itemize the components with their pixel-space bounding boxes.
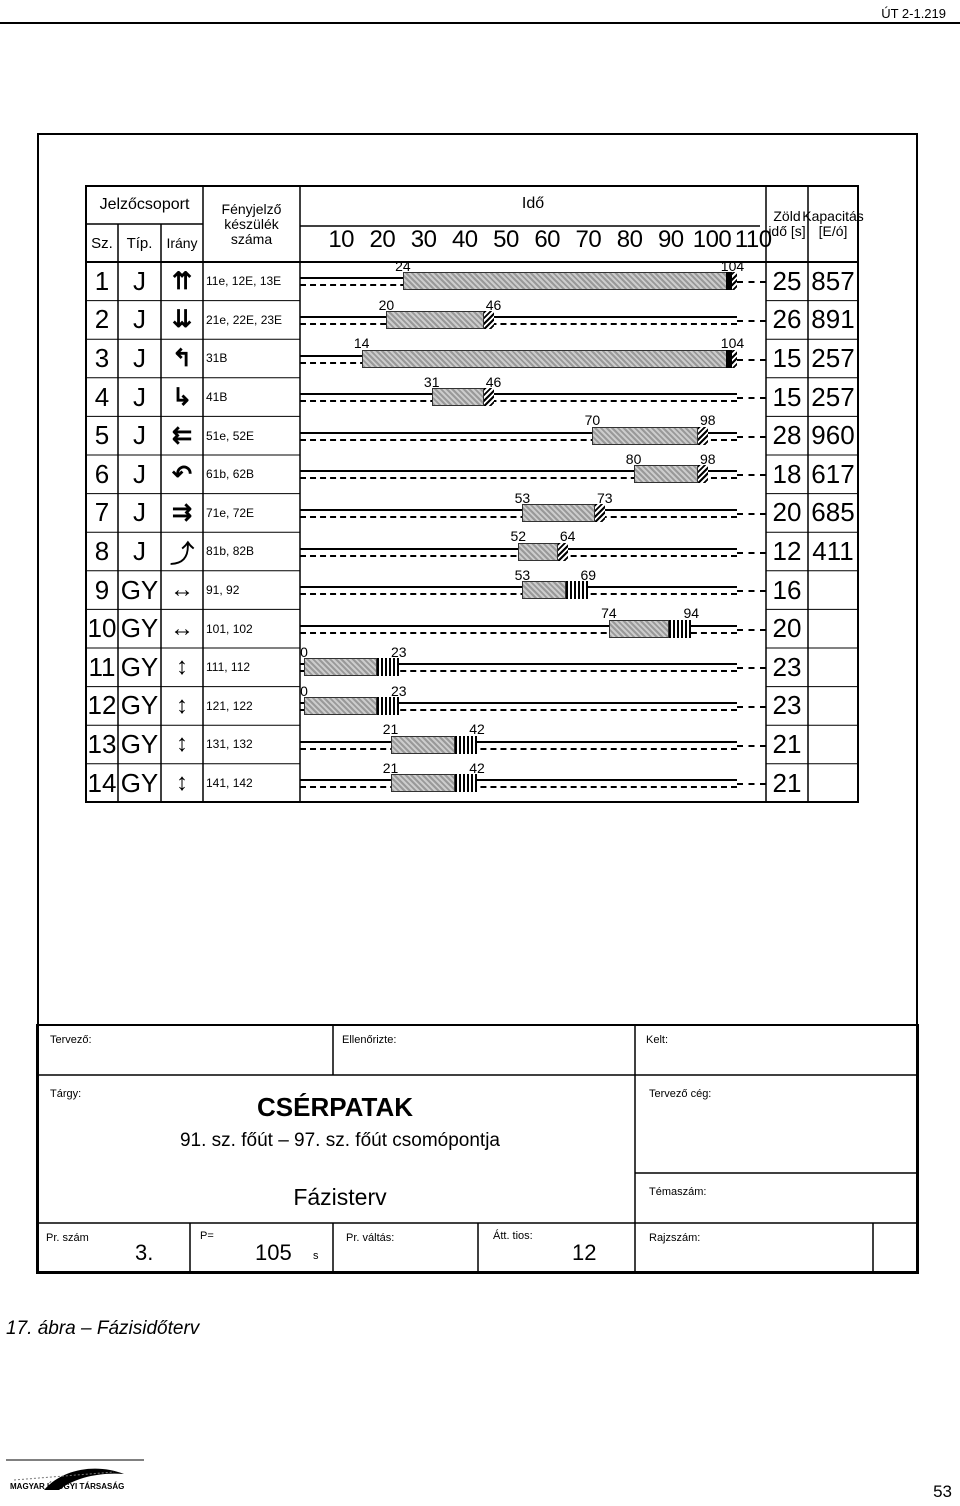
capacity-value: 960 [811,420,855,451]
topic-number-label: Témaszám: [649,1186,707,1198]
signal-group-type: GY [120,728,159,759]
signal-group-type: J [133,497,146,528]
col-irany-header: Irány [166,235,198,251]
capacity-header: Kapacitás [E/ó] [802,208,864,239]
time-tick-label: 20 [369,226,396,253]
time-value-label: 42 [469,759,485,776]
document-code: ÚT 2-1.219 [881,6,946,21]
signal-group-number: 7 [94,497,110,528]
time-tick-label: 50 [493,226,519,253]
checked-by-label: Ellenőrizte: [342,1034,397,1046]
time-value-label: 46 [485,296,502,313]
time-value-label: 73 [596,489,613,506]
society-logo [4,1452,154,1497]
green-time-value: 28 [772,420,802,451]
time-value-label: 70 [584,412,601,429]
vertical-pedestrian-arrow-icon: ↕ [176,730,188,758]
time-value-label: 42 [469,721,485,738]
signal-group-number: 3 [94,342,110,373]
signal-group-type: J [133,381,146,412]
subject-label: Tárgy: [50,1088,82,1100]
signal-group-type: GY [120,690,159,721]
green-time-value: 18 [772,458,802,489]
cycle-value: 105 [255,1240,292,1265]
left-turn-arrow-icon: ↰ [171,344,193,372]
lamp-numbers: 21e, 22E, 23E [206,312,283,327]
time-tick-label: 70 [575,226,602,253]
time-tick-label: 30 [410,226,437,253]
signal-group-number: 9 [94,574,110,605]
two-straight-up-arrows-icon: ⇈ [171,267,193,295]
signal-group-number: 8 [94,535,110,566]
page-number: 53 [933,1482,952,1501]
green-time-value: 15 [772,381,802,412]
time-value-label: 21 [382,721,399,738]
signal-group-type: J [133,420,146,451]
signal-group-type: J [133,304,146,335]
group-header: Jelzőcsoport [99,196,190,213]
signal-group-number: 1 [94,265,110,296]
time-value-label: 21 [382,759,399,776]
time-value-label: 23 [390,644,407,660]
right-arrows-icon: ⇉ [171,499,193,527]
lamp-numbers: 101, 102 [206,621,253,636]
program-change-label: Pr. váltás: [346,1232,395,1244]
time-value-label: 104 [720,258,745,274]
capacity-value: 411 [812,535,854,566]
time-tick-label: 10 [328,226,355,253]
time-value-label: 69 [580,566,597,583]
signal-group-number: 13 [87,728,117,759]
two-straight-down-arrows-icon: ⇊ [171,306,193,334]
cycle-unit: s [313,1250,319,1262]
designer-label: Tervező: [50,1034,92,1046]
signal-group-number: 10 [87,613,117,644]
time-tick-label: 80 [616,226,643,253]
green-time-header: Zöld idő [s] [768,208,806,239]
time-value-label: 46 [485,373,502,390]
project-subtitle: 91. sz. főút – 97. sz. főút csomópontja [179,1130,500,1151]
time-value-label: 14 [353,335,370,352]
time-header: Idő [521,195,545,212]
signal-group-type: GY [120,767,159,798]
horizontal-pedestrian-arrow-icon: ↔ [170,614,194,642]
signal-group-number: 5 [94,420,110,451]
capacity-value: 685 [811,497,855,528]
lamp-numbers: 31B [206,351,228,366]
capacity-value: 891 [811,304,855,335]
time-tick-label: 60 [534,226,561,253]
figure-caption: 17. ábra – Fázisidőterv [6,1318,200,1339]
time-value-label: 0 [300,682,308,699]
signal-group-number: 12 [87,690,117,721]
capacity-value: 857 [811,265,855,296]
time-tick-label: 90 [657,226,684,253]
signal-group-number: 2 [94,304,110,335]
signal-group-number: 4 [94,381,110,412]
lamp-numbers: 41B [206,390,228,405]
time-value-label: 64 [559,528,576,545]
cycle-label: P= [200,1230,214,1242]
time-value-label: 53 [514,566,531,583]
time-value-label: 104 [720,335,745,352]
transition-label: Átt. tios: [493,1230,533,1242]
plan-name: Fázisterv [293,1184,387,1210]
lamp-numbers: 131, 132 [206,737,253,752]
green-time-value: 23 [772,690,802,721]
program-number-value: 3. [135,1240,154,1265]
signal-group-number: 6 [94,458,110,489]
signal-group-type: GY [120,613,159,644]
time-value-label: 24 [395,258,411,274]
lamp-numbers: 141, 142 [206,776,253,791]
green-time-value: 20 [772,497,802,528]
lamp-numbers: 121, 122 [206,698,253,713]
green-time-value: 26 [772,304,802,335]
vertical-pedestrian-arrow-icon: ↕ [176,691,188,719]
green-time-value: 12 [772,535,802,566]
time-tick-label: 40 [451,226,478,253]
time-value-label: 31 [423,373,440,390]
col-tip-header: Típ. [126,234,153,252]
program-number-label: Pr. szám [46,1232,89,1244]
green-time-value: 21 [772,728,802,759]
vertical-pedestrian-arrow-icon: ↕ [176,653,188,681]
transition-value: 12 [572,1240,597,1265]
time-tick-label: 100 [692,226,732,253]
lamp-numbers: 111, 112 [206,660,251,675]
lamp-numbers: 71e, 72E [206,505,255,520]
u-turn-arrow-icon: ↶ [171,460,193,488]
vertical-pedestrian-arrow-icon: ↕ [176,769,188,797]
drawing-number-label: Rajzszám: [649,1232,701,1244]
time-value-label: 52 [510,528,527,545]
green-time-value: 21 [772,767,802,798]
logo-text: MAGYAR ÚTÜGYI TÁRSASÁG [10,1482,125,1491]
time-value-label: 94 [683,605,700,622]
signal-group-type: J [133,535,146,566]
time-value-label: 80 [625,451,642,467]
lamp-numbers: 11e, 12E, 13E [206,274,282,289]
lamp-numbers: 61b, 62B [206,467,255,482]
right-turn-up-arrow-icon: ⤴ [170,540,194,568]
date-label: Kelt: [646,1034,669,1046]
signal-group-number: 11 [88,651,116,682]
lamp-numbers: 81b, 82B [206,544,255,559]
signal-group-type: J [133,342,146,373]
time-tick-label: 110 [734,226,772,253]
device-header: Fényjelző készülék száma [221,200,282,247]
left-arrows-icon: ⇇ [171,422,193,450]
time-value-label: 53 [514,489,531,506]
time-value-label: 20 [378,296,395,313]
design-company-label: Tervező cég: [649,1088,712,1100]
green-time-value: 25 [772,265,802,296]
signal-group-number: 14 [87,767,117,798]
green-time-value: 23 [772,651,802,682]
signal-group-type: GY [120,651,159,682]
green-time-value: 16 [772,574,802,605]
green-time-value: 15 [772,342,802,373]
project-title: CSÉRPATAK [257,1092,413,1122]
signal-group-type: J [133,265,146,296]
lamp-numbers: 51e, 52E [206,428,255,443]
horizontal-pedestrian-arrow-icon: ↔ [170,576,194,604]
capacity-value: 257 [811,342,855,373]
signal-group-type: J [133,458,146,489]
green-time-value: 20 [772,613,802,644]
time-value-label: 0 [300,644,308,660]
time-value-label: 23 [390,682,407,699]
signal-group-type: GY [120,574,159,605]
time-value-label: 74 [601,605,617,622]
capacity-value: 257 [811,381,855,412]
capacity-value: 617 [811,458,855,489]
col-sz-header: Sz. [91,234,113,252]
lamp-numbers: 91, 92 [206,583,240,598]
time-value-label: 98 [699,451,716,467]
down-right-turn-arrow-icon: ↳ [171,383,193,411]
time-value-label: 98 [699,412,716,429]
